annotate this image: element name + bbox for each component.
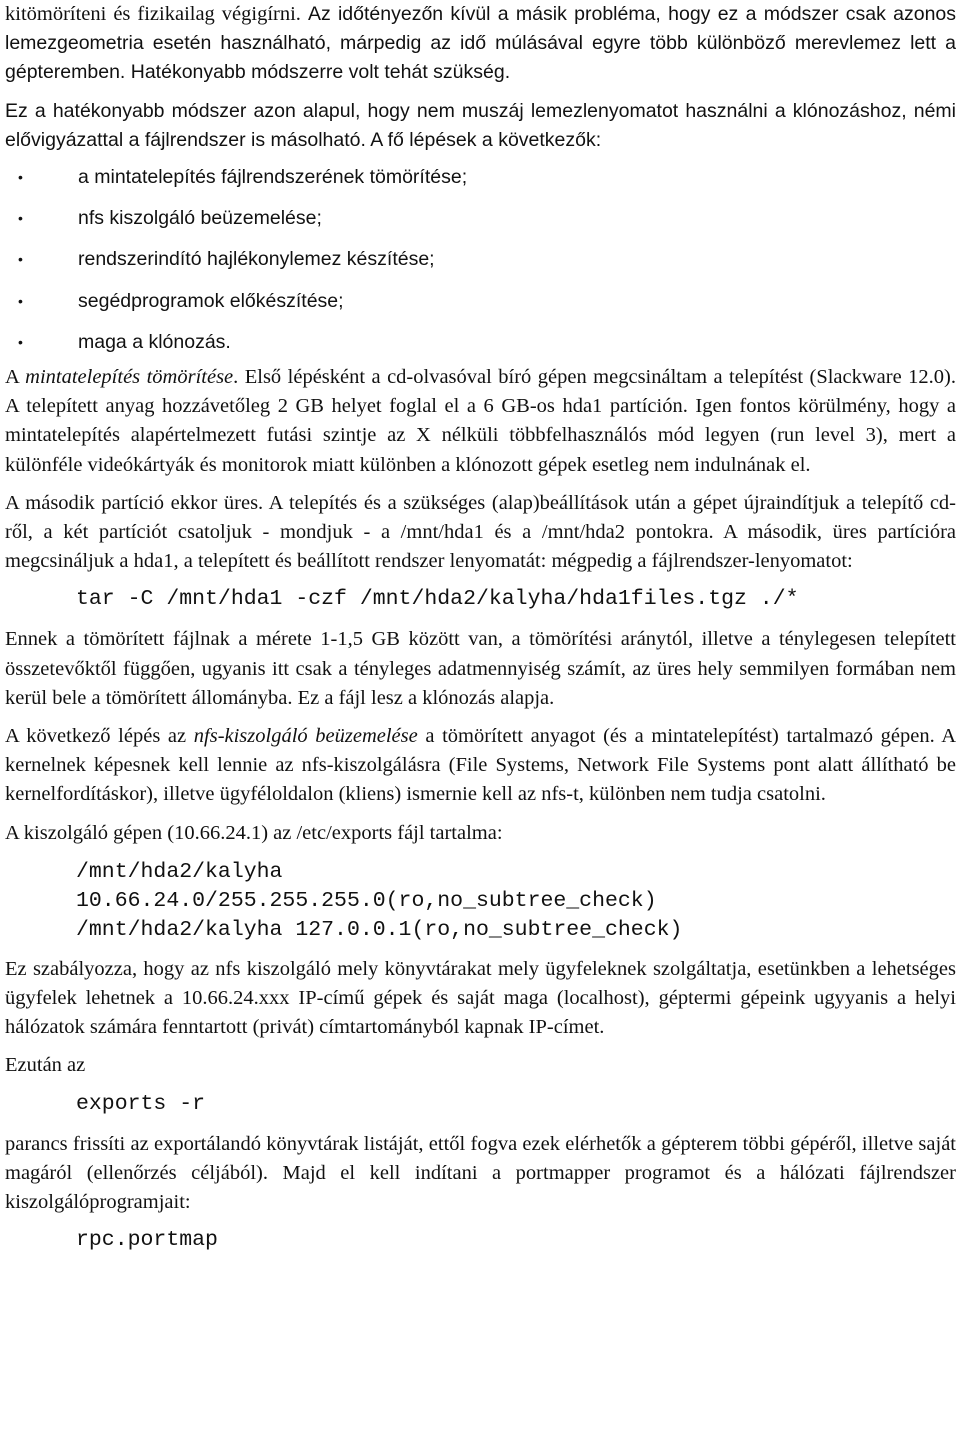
bullet-marker: • <box>18 210 23 227</box>
list-item-text: a mintatelepítés fájlrendszerének tömörítése; <box>78 166 468 189</box>
text-run-sans: Ez a hatékonyabb módszer azon alapul, hogy nem muszáj lemezlenyomatot használni a klónozáshoz, némi elővigyázattal a fájlrendszer is másolható. A fő lépések a következők: <box>5 99 956 151</box>
paragraph-exports-intro <box>5 819 956 848</box>
list-item <box>5 239 956 280</box>
paragraph-refresh <box>5 1130 956 1218</box>
paragraph-intro <box>5 0 956 88</box>
steps-list <box>5 157 956 363</box>
spacer <box>5 1042 956 1051</box>
text-run: Ennek a tömörített fájlnak a mérete 1-1,5 GB között van, a tömörítési aránytól, illetve a ténylegesen telepített összetevőktől függően, ugyanis itt csak a tényleges adatmennyiség számít, az üres hely semmilyen formában nem kerül bele a tömörített állományba. Ez a fájl lesz a klónozás alapja. <box>5 628 956 709</box>
paragraph-nfs <box>5 722 956 810</box>
text-run: A <box>5 365 26 388</box>
text-run: kitömöríteni és fizikailag végigírni. <box>5 3 308 25</box>
text-run-sans: Az időtényezőn kívül a másik probléma, hogy ez a módszer csak azonos lemezgeometria esetén használható, márpedig az idő múlásával egyre több különböző merevlemez lett a gépteremben. Hatékonyabb módszerre volt tehát szükség. <box>5 3 957 84</box>
paragraph-second-partition <box>5 489 956 577</box>
text-run: A kiszolgáló gépen (10.66.24.1) az /etc/exports fájl tartalma: <box>5 821 503 844</box>
code-line: 10.66.24.0/255.255.255.0(ro,no_subtree_check) <box>76 888 657 913</box>
bullet-marker: • <box>18 333 23 350</box>
text-run: Ez szabályozza, hogy az nfs kiszolgáló mely könyvtárakat mely ügyfeleknek szolgáltatja, esetünkben a lehetséges ügyfelek lehetnek a 10.66.24.xxx IP-című gépek és saját maga (localhost), géptermi gépeink ugyyanis a helyi hálózatok számára fenntartott (privát) címtartományból kapnak IP-címet. <box>5 957 956 1039</box>
text-run: A második partíció ekkor üres. A telepítés és a szükséges (alap)beállítások után a gépet újraindítjuk a telepítő cd-ről, a két partíciót csatoljuk - mondjuk - a /mnt/hda1 és a /mnt/hda2 pontokra. A második, üres partícióra megcsináljuk a hda1, a telepített és beállított rendszer lenyomatát: mégpedig a fájlrendszer-lenyomatot: <box>5 491 956 573</box>
list-item <box>5 322 956 363</box>
spacer <box>5 88 956 97</box>
emphasis: mintatelepítés tömörítése <box>25 365 234 388</box>
bullet-marker: • <box>18 169 23 186</box>
paragraph-compression <box>5 363 956 480</box>
code-portmap-command: rpc.portmap <box>76 1228 218 1253</box>
emphasis: nfs-kiszolgáló beüzemelése <box>193 724 418 747</box>
code-line: /mnt/hda2/kalyha 127.0.0.1(ro,no_subtree_check) <box>76 917 683 942</box>
bullet-marker: • <box>18 292 23 309</box>
list-item <box>5 157 956 198</box>
code-exports-command: exports -r <box>76 1091 206 1116</box>
code-tar-command: tar -C /mnt/hda1 -czf /mnt/hda2/kalyha/hda1files.tgz ./* <box>76 587 799 612</box>
list-item <box>5 198 956 239</box>
spacer <box>5 810 956 819</box>
text-run: A következő lépés az <box>5 724 194 747</box>
text-run: . Első lépésként a cd-olvasóval bíró gépen megcsináltam a telepítést (Slackware 12.0). A telepített anyag hozzávetőleg 2 GB helyet foglal el a 6 GB-os hda1 partíción. Igen fontos körülmény, hogy a mintatelepítés alapértelmezett futási szintje az X nélküli többfelhasználós mód legyen (run level 3), mert a különféle videókártyák és monitorok miatt különben a klónozott gépek esetleg nem indulnának el. <box>5 365 956 476</box>
spacer <box>5 480 956 489</box>
list-item-text: segédprogramok előkészítése; <box>78 289 344 312</box>
bullet-marker: • <box>18 251 23 268</box>
text-run: Ezután az <box>5 1054 86 1077</box>
code-line: /mnt/hda2/kalyha <box>76 859 283 884</box>
paragraph-then <box>5 1051 956 1080</box>
text-run: a tömörített anyagot (és a mintatelepítést) tartalmazó gépen. A kernelnek képesnek kell lennie az nfs-kiszolgálásra (File Systems, Network File Systems pont alatt állítható be kernelfordításkor), illetve ügyféloldalon (kliens) ismernie kell az nfs-t, különben nem tudja csatolni. <box>5 724 957 806</box>
list-item-text: nfs kiszolgáló beüzemelése; <box>78 207 322 230</box>
paragraph-file-size <box>5 625 956 713</box>
code-exports-file <box>5 858 956 945</box>
paragraph-method <box>5 97 956 155</box>
spacer <box>5 713 956 722</box>
paragraph-exports-explain <box>5 955 956 1043</box>
list-item-text: rendszerindító hajlékonylemez készítése; <box>78 248 435 271</box>
text-run: parancs frissíti az exportálandó könyvtárak listáját, ettől fogva ezek elérhetők a gépterem többi gépéről, illetve saját magáról (ellenőrzés céljából). Majd el kell indítani a portmapper programot és a hálózati fájlrendszer kiszolgálóprogramjait: <box>5 1132 956 1214</box>
list-item-text: maga a klónozás. <box>78 330 231 353</box>
list-item <box>5 281 956 322</box>
